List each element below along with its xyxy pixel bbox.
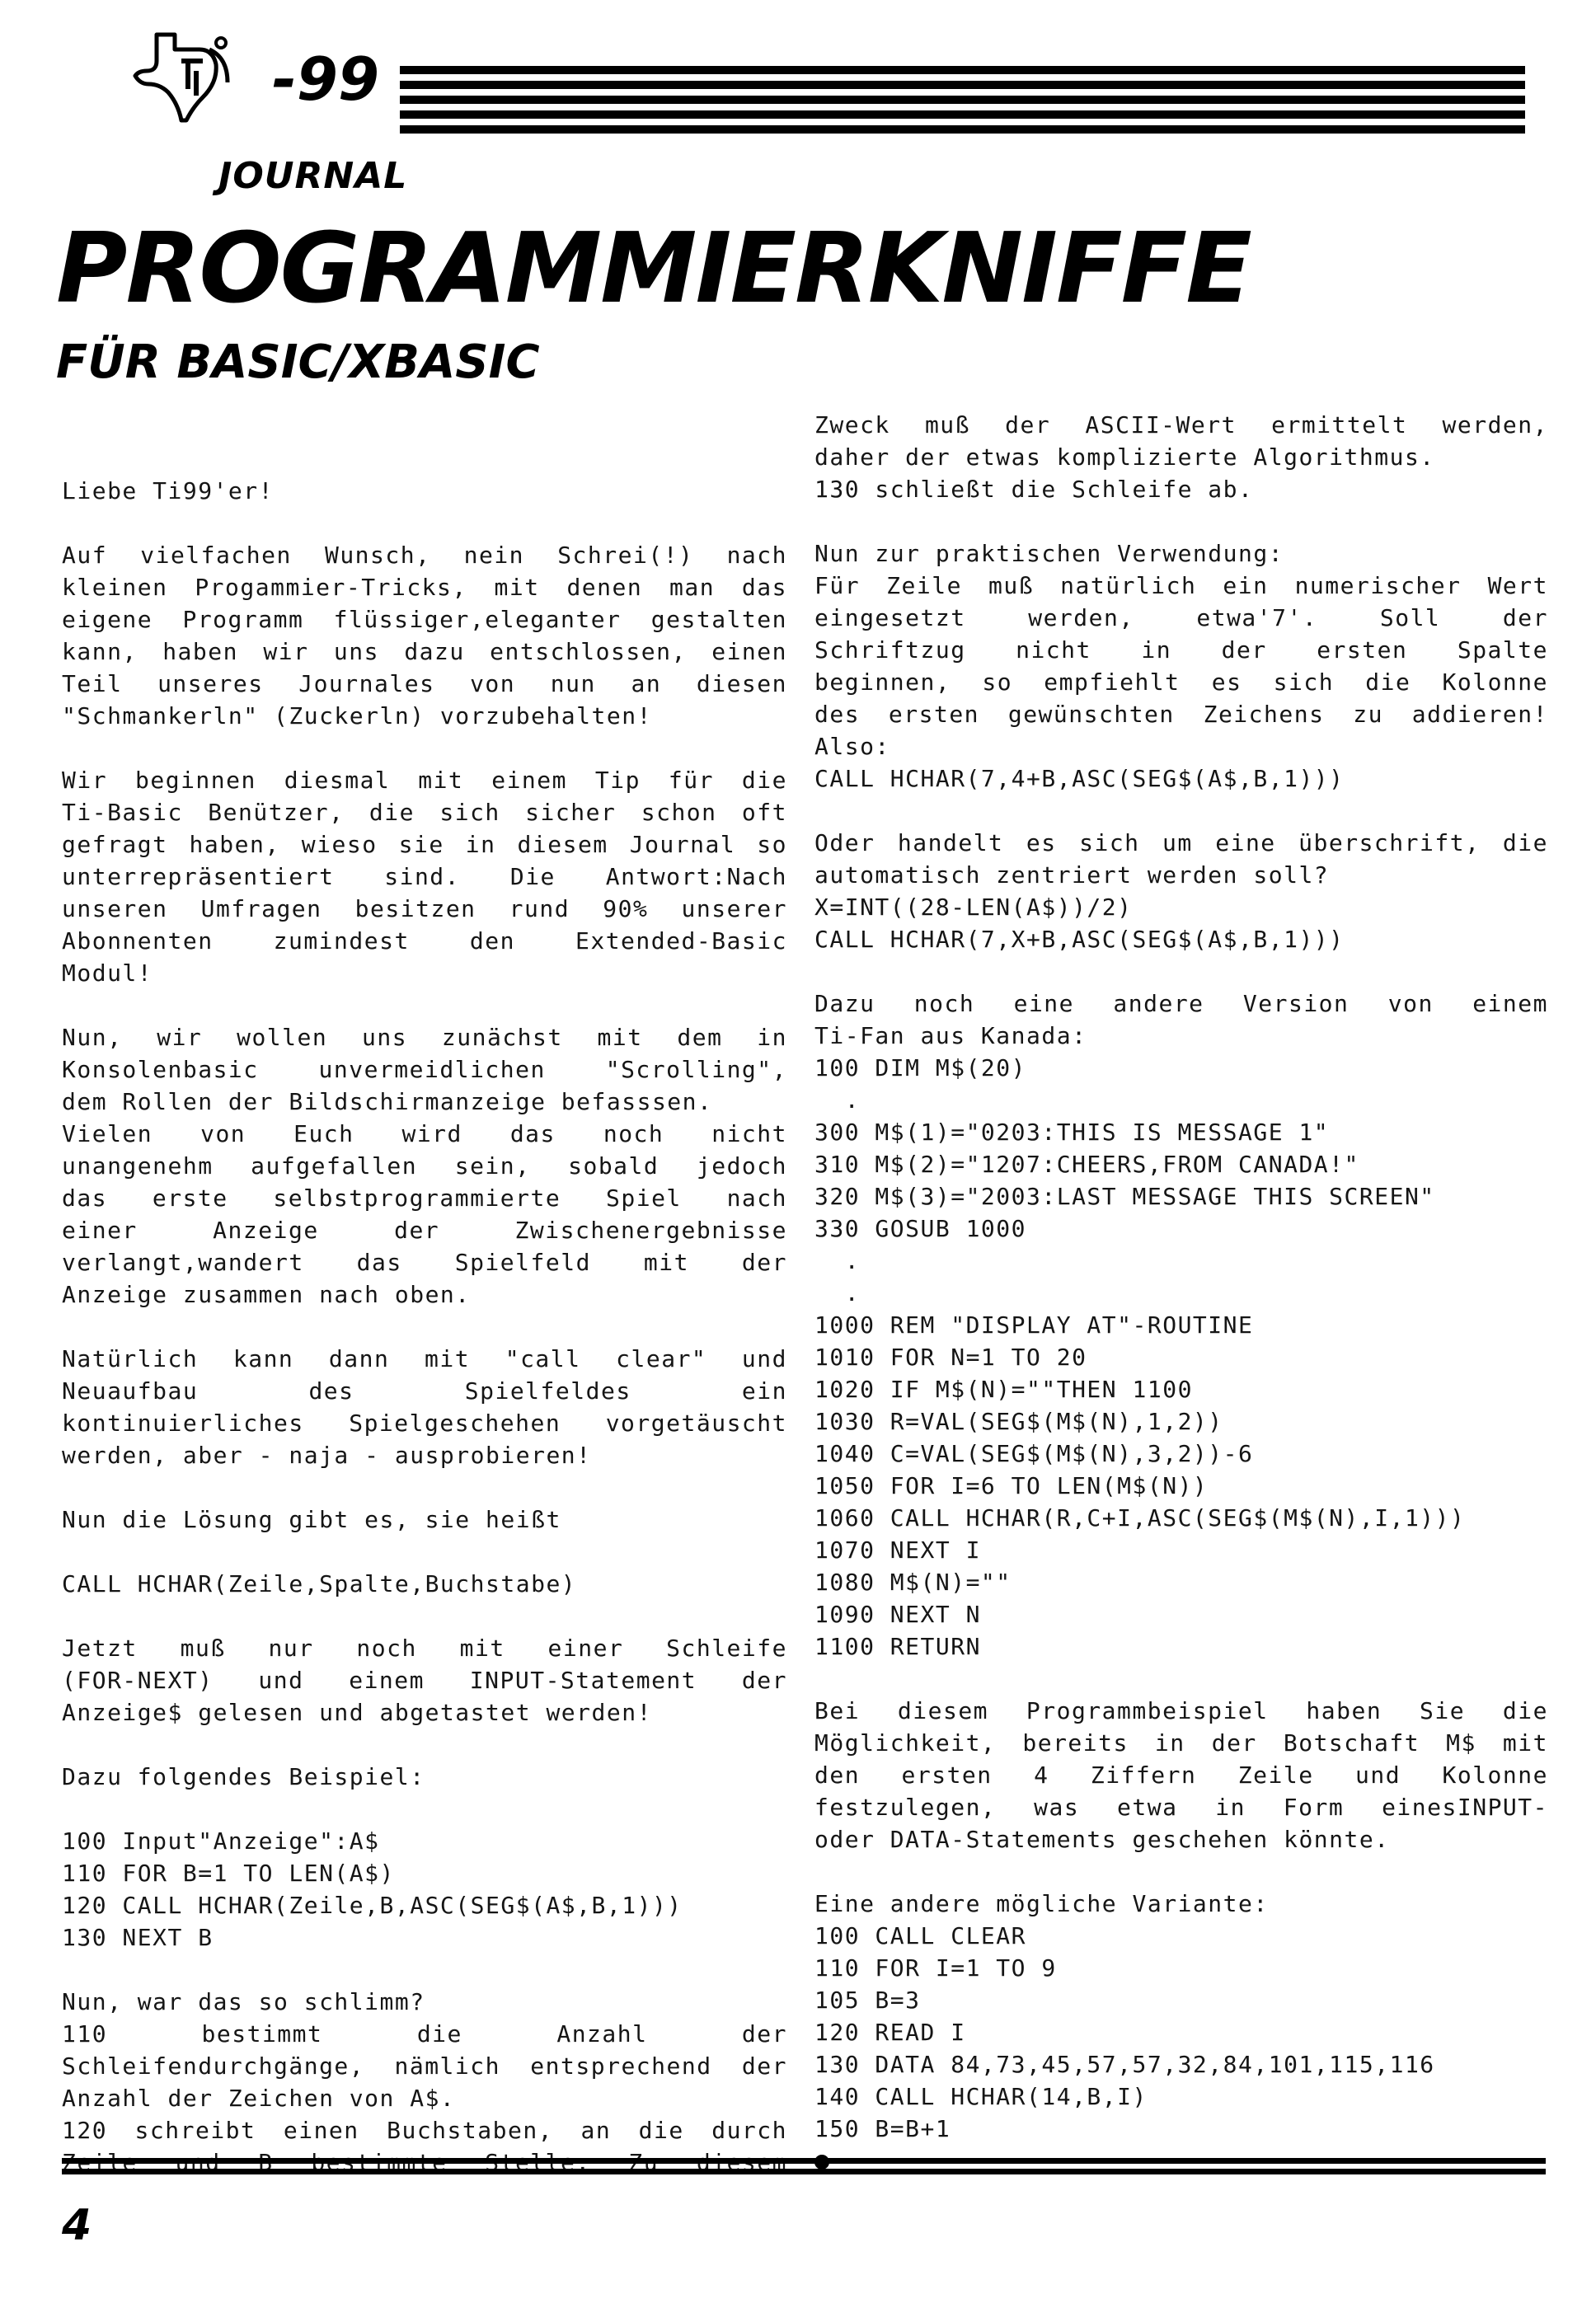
text-line: 120 READ I [814, 2019, 966, 2046]
text-line: Anzahl der Zeichen von A$. [62, 2085, 456, 2112]
text-line: Dazu folgendes Beispiel: [62, 1763, 425, 1790]
text-line: Nun, war das so schlimm? [62, 1988, 425, 2015]
text-line: Teil unseres Journales von nun an diesen [62, 670, 787, 697]
text-line: unterrepräsentiert sind. Die Antwort:Nach [62, 863, 787, 890]
text-line: Also: [814, 733, 890, 760]
text-line: 1000 REM "DISPLAY AT"-ROUTINE [814, 1311, 1254, 1339]
text-line: 1090 NEXT N [814, 1601, 981, 1628]
text-line: Ti-Basic Benützer, die sich sicher schon oft [62, 799, 787, 826]
text-line [814, 1855, 1548, 1888]
text-line: eigene Programm flüssiger,eleganter gestalten [62, 606, 787, 633]
text-line [62, 1536, 787, 1568]
text-line: verlangt,wandert das Spielfeld mit der [62, 1249, 787, 1276]
text-line: 1050 FOR I=6 TO LEN(M$(N)) [814, 1472, 1209, 1499]
text-line: gefragt haben, wieso sie in diesem Journal so [62, 831, 787, 858]
text-line [62, 507, 787, 539]
text-line [62, 989, 787, 1021]
text-line [814, 955, 1548, 987]
text-line: 330 GOSUB 1000 [814, 1215, 1027, 1242]
text-line: festzulegen, was etwa in Form einesINPUT- [814, 1794, 1548, 1821]
text-line: Eine andere mögliche Variante: [814, 1890, 1269, 1917]
text-line: Nun zur praktischen Verwendung: [814, 540, 1284, 567]
text-line: Abonnenten zumindest den Extended-Basic [62, 927, 787, 955]
right-column [814, 409, 1548, 2177]
text-line: Zweck muß der ASCII-Wert ermittelt werden, [814, 411, 1548, 439]
text-line: das erste selbstprogrammierte Spiel nach [62, 1184, 787, 1212]
text-line [62, 1600, 787, 1632]
text-line: 1060 CALL HCHAR(R,C+I,ASC(SEG$(M$(N),I,1))) [814, 1504, 1466, 1532]
text-line: beginnen, so empfiehlt es sich die Kolonne [814, 668, 1548, 696]
text-line: den ersten 4 Ziffern Zeile und Kolonne [814, 1761, 1548, 1789]
text-line: werden, aber - naja - ausprobieren! [62, 1442, 592, 1469]
text-line: eingesetzt werden, etwa'7'. Soll der [814, 604, 1548, 631]
text-line: 1030 R=VAL(SEG$(M$(N),1,2)) [814, 1408, 1223, 1435]
text-line: Schleifendurchgänge, nämlich entsprechend der [62, 2052, 787, 2080]
text-line: automatisch zentriert werden soll? [814, 861, 1330, 889]
text-line: Liebe Ti99'er! [62, 477, 275, 504]
text-line: Neuaufbau des Spielfeldes ein [62, 1377, 787, 1405]
text-line: kleinen Progammier-Tricks, mit denen man das [62, 574, 787, 601]
logo-number: -99 [272, 45, 380, 114]
text-line: oder DATA-Statements geschehen könnte. [814, 1826, 1390, 1853]
text-line: Möglichkeit, bereits in der Botschaft M$ mit [814, 1729, 1548, 1757]
text-line: unseren Umfragen besitzen rund 90% unserer [62, 895, 787, 922]
text-line: Bei diesem Programmbeispiel haben Sie die [814, 1697, 1548, 1724]
text-line: CALL HCHAR(7,X+B,ASC(SEG$(A$,B,1))) [814, 926, 1345, 953]
text-line: "Schmankerln" (Zuckerln) vorzubehalten! [62, 702, 652, 729]
text-line: (FOR-NEXT) und einem INPUT-Statement der [62, 1667, 787, 1694]
text-line: dem Rollen der Bildschirmanzeige befasssen. [62, 1088, 713, 1115]
ti-logo-icon [124, 25, 247, 124]
text-line: Jetzt muß nur noch mit einer Schleife [62, 1635, 787, 1662]
text-line: . [814, 1247, 861, 1274]
text-line: 100 CALL CLEAR [814, 1922, 1027, 1949]
text-line: 130 NEXT B [62, 1924, 214, 1951]
text-line: Auf vielfachen Wunsch, nein Schrei(!) nach [62, 542, 787, 569]
text-line: Anzeige zusammen nach oben. [62, 1281, 471, 1308]
text-line: CALL HCHAR(Zeile,Spalte,Buchstabe) [62, 1570, 577, 1597]
text-line: 100 DIM M$(20) [814, 1054, 1027, 1081]
text-line: 130 schließt die Schleife ab. [814, 476, 1254, 503]
text-line: Nun die Lösung gibt es, sie heißt [62, 1506, 561, 1533]
article-title: PROGRAMMIERKNIFFE [56, 211, 1251, 325]
text-line: X=INT((28-LEN(A$))/2) [814, 894, 1133, 921]
logo-journal-word: JOURNAL [218, 155, 408, 197]
text-line: Nun, wir wollen uns zunächst mit dem in [62, 1024, 787, 1051]
text-line: kontinuierliches Spielgeschehen vorgetäuscht [62, 1410, 787, 1437]
text-line: Modul! [62, 959, 153, 987]
text-line [62, 1729, 787, 1761]
text-line: CALL HCHAR(7,4+B,ASC(SEG$(A$,B,1))) [814, 765, 1345, 792]
text-line [62, 732, 787, 764]
text-line [62, 1311, 787, 1343]
text-line: einer Anzeige der Zwischenergebnisse [62, 1217, 787, 1244]
text-line: 110 FOR B=1 TO LEN(A$) [62, 1860, 395, 1887]
text-line: 310 M$(2)="1207:CHEERS,FROM CANADA!" [814, 1151, 1359, 1178]
text-line: Anzeige$ gelesen und abgetastet werden! [62, 1699, 652, 1726]
text-line [814, 1663, 1548, 1695]
text-line [814, 795, 1548, 827]
text-line [62, 1793, 787, 1825]
text-line: 1070 NEXT I [814, 1536, 981, 1564]
text-line: Für Zeile muß natürlich ein numerischer Wert [814, 572, 1548, 599]
text-line: 1040 C=VAL(SEG$(M$(N),3,2))-6 [814, 1440, 1254, 1467]
text-line: Vielen von Euch wird das noch nicht [62, 1120, 787, 1147]
header-rule [400, 66, 1525, 157]
text-line: daher der etwas komplizierte Algorithmus. [814, 443, 1435, 471]
text-line: 1010 FOR N=1 TO 20 [814, 1344, 1087, 1371]
text-line: 150 B=B+1 [814, 2115, 951, 2142]
text-line: 300 M$(1)="0203:THIS IS MESSAGE 1" [814, 1119, 1330, 1146]
text-line: 140 CALL HCHAR(14,B,I) [814, 2083, 1148, 2110]
left-column [62, 475, 787, 2179]
text-line: 1080 M$(N)="" [814, 1569, 1012, 1596]
text-line [814, 505, 1548, 537]
text-line: 110 FOR I=1 TO 9 [814, 1954, 1057, 1982]
text-line: Natürlich kann dann mit "call clear" und [62, 1345, 787, 1372]
text-line: 1100 RETURN [814, 1633, 981, 1660]
text-line: Wir beginnen diesmal mit einem Tip für die [62, 767, 787, 794]
text-line: 320 M$(3)="2003:LAST MESSAGE THIS SCREEN" [814, 1183, 1435, 1210]
text-line: 105 B=3 [814, 1987, 921, 2014]
text-line: 120 schreibt einen Buchstaben, an die durch [62, 2117, 787, 2144]
text-line: 100 Input"Anzeige":A$ [62, 1827, 380, 1855]
text-line: Dazu noch eine andere Version von einem [814, 990, 1548, 1017]
text-line: Schriftzug nicht in der ersten Spalte [814, 636, 1548, 664]
text-line: . [814, 1279, 861, 1306]
footer-rule [62, 2158, 1546, 2179]
text-line [62, 1471, 787, 1503]
text-line: unangenehm aufgefallen sein, sobald jedoch [62, 1152, 787, 1180]
page-number: 4 [62, 2201, 92, 2250]
text-line: kann, haben wir uns dazu entschlossen, einen [62, 638, 787, 665]
text-line: 130 DATA 84,73,45,57,57,32,84,101,115,116 [814, 2051, 1435, 2078]
text-line: Oder handelt es sich um eine überschrift, die [814, 829, 1548, 856]
text-line: 110 bestimmt die Anzahl der [62, 2020, 787, 2048]
text-line: . [814, 1086, 861, 1114]
journal-header [124, 25, 1525, 206]
text-line: 1020 IF M$(N)=""THEN 1100 [814, 1376, 1193, 1403]
article-subtitle: FÜR BASIC/XBASIC [56, 335, 540, 389]
text-line: des ersten gewünschten Zeichens zu addieren! [814, 701, 1548, 728]
text-line: Ti-Fan aus Kanada: [814, 1022, 1087, 1049]
text-line: 120 CALL HCHAR(Zeile,B,ASC(SEG$(A$,B,1))) [62, 1892, 683, 1919]
text-line [62, 1954, 787, 1986]
text-line: Konsolenbasic unvermeidlichen "Scrolling", [62, 1056, 787, 1083]
